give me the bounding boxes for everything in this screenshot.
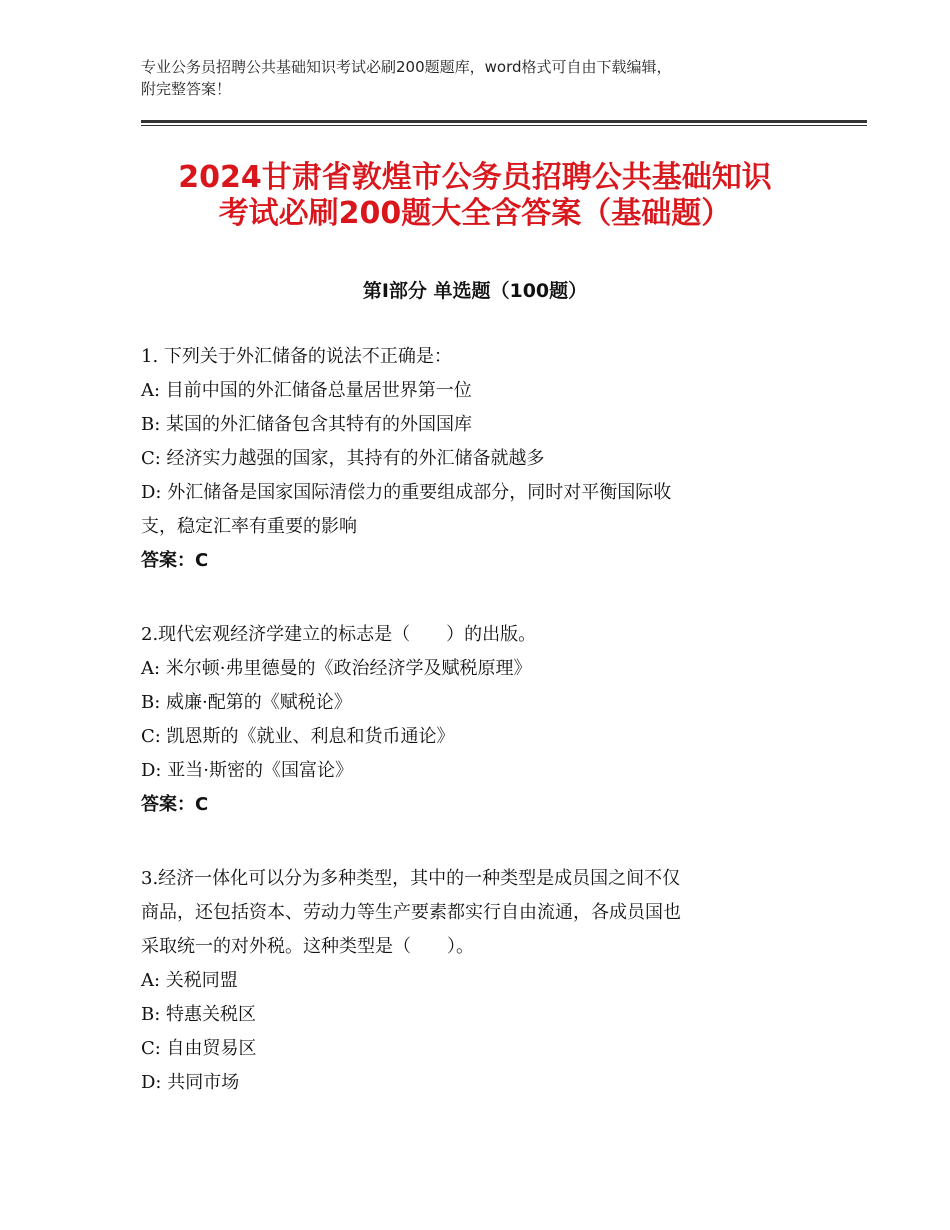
option-a: A: 米尔顿·弗里德曼的《政治经济学及赋税原理》 <box>141 658 532 679</box>
section-title: 第Ⅰ部分 单选题（100题） <box>362 280 588 302</box>
header-note-line-2: 附完整答案！ <box>141 80 232 98</box>
option-c: C: 自由贸易区 <box>141 1038 257 1059</box>
header-note <box>141 56 821 100</box>
question-3 <box>141 862 821 1100</box>
option-a: A: 关税同盟 <box>141 970 238 991</box>
option-d: D: 亚当·斯密的《国富论》 <box>141 760 353 781</box>
option-b: B: 威廉·配第的《赋税论》 <box>141 692 352 713</box>
header-rule-thick <box>141 120 867 123</box>
header-note-line-1: 专业公务员招聘公共基础知识考试必刷200题题库，word格式可自由下载编辑， <box>141 58 672 76</box>
question-stem: 1. 下列关于外汇储备的说法不正确是： <box>141 346 452 367</box>
document-title-line-1: 2024甘肃省敦煌市公务员招聘公共基础知识 <box>178 160 772 195</box>
question-1 <box>141 340 821 578</box>
question-list <box>141 340 821 1140</box>
option-d: D: 共同市场 <box>141 1072 240 1093</box>
question-stem-line-1: 3.经济一体化可以分为多种类型，其中的一种类型是成员国之间不仅 <box>141 868 681 889</box>
header-rule-thin <box>141 125 867 126</box>
question-stem: 2.现代宏观经济学建立的标志是（ ）的出版。 <box>141 624 537 645</box>
option-c: C: 凯恩斯的《就业、利息和货币通论》 <box>141 726 455 747</box>
option-b: B: 特惠关税区 <box>141 1004 257 1025</box>
question-stem-line-3: 采取统一的对外税。这种类型是（ ）。 <box>141 936 474 957</box>
answer: 答案：C <box>141 794 209 815</box>
option-c: C: 经济实力越强的国家，其持有的外汇储备就越多 <box>141 448 545 469</box>
question-2 <box>141 618 821 822</box>
document-title <box>100 160 850 232</box>
option-b: B: 某国的外汇储备包含其特有的外国国库 <box>141 414 473 435</box>
document-title-line-2: 考试必刷200题大全含答案（基础题） <box>218 196 732 231</box>
option-d: D: 外汇储备是国家国际清偿力的重要组成部分，同时对平衡国际收 <box>141 482 672 503</box>
option-d-continued: 支，稳定汇率有重要的影响 <box>141 516 357 537</box>
answer: 答案：C <box>141 550 209 571</box>
question-stem-line-2: 商品，还包括资本、劳动力等生产要素都实行自由流通，各成员国也 <box>141 902 681 923</box>
option-a: A: 目前中国的外汇储备总量居世界第一位 <box>141 380 472 401</box>
